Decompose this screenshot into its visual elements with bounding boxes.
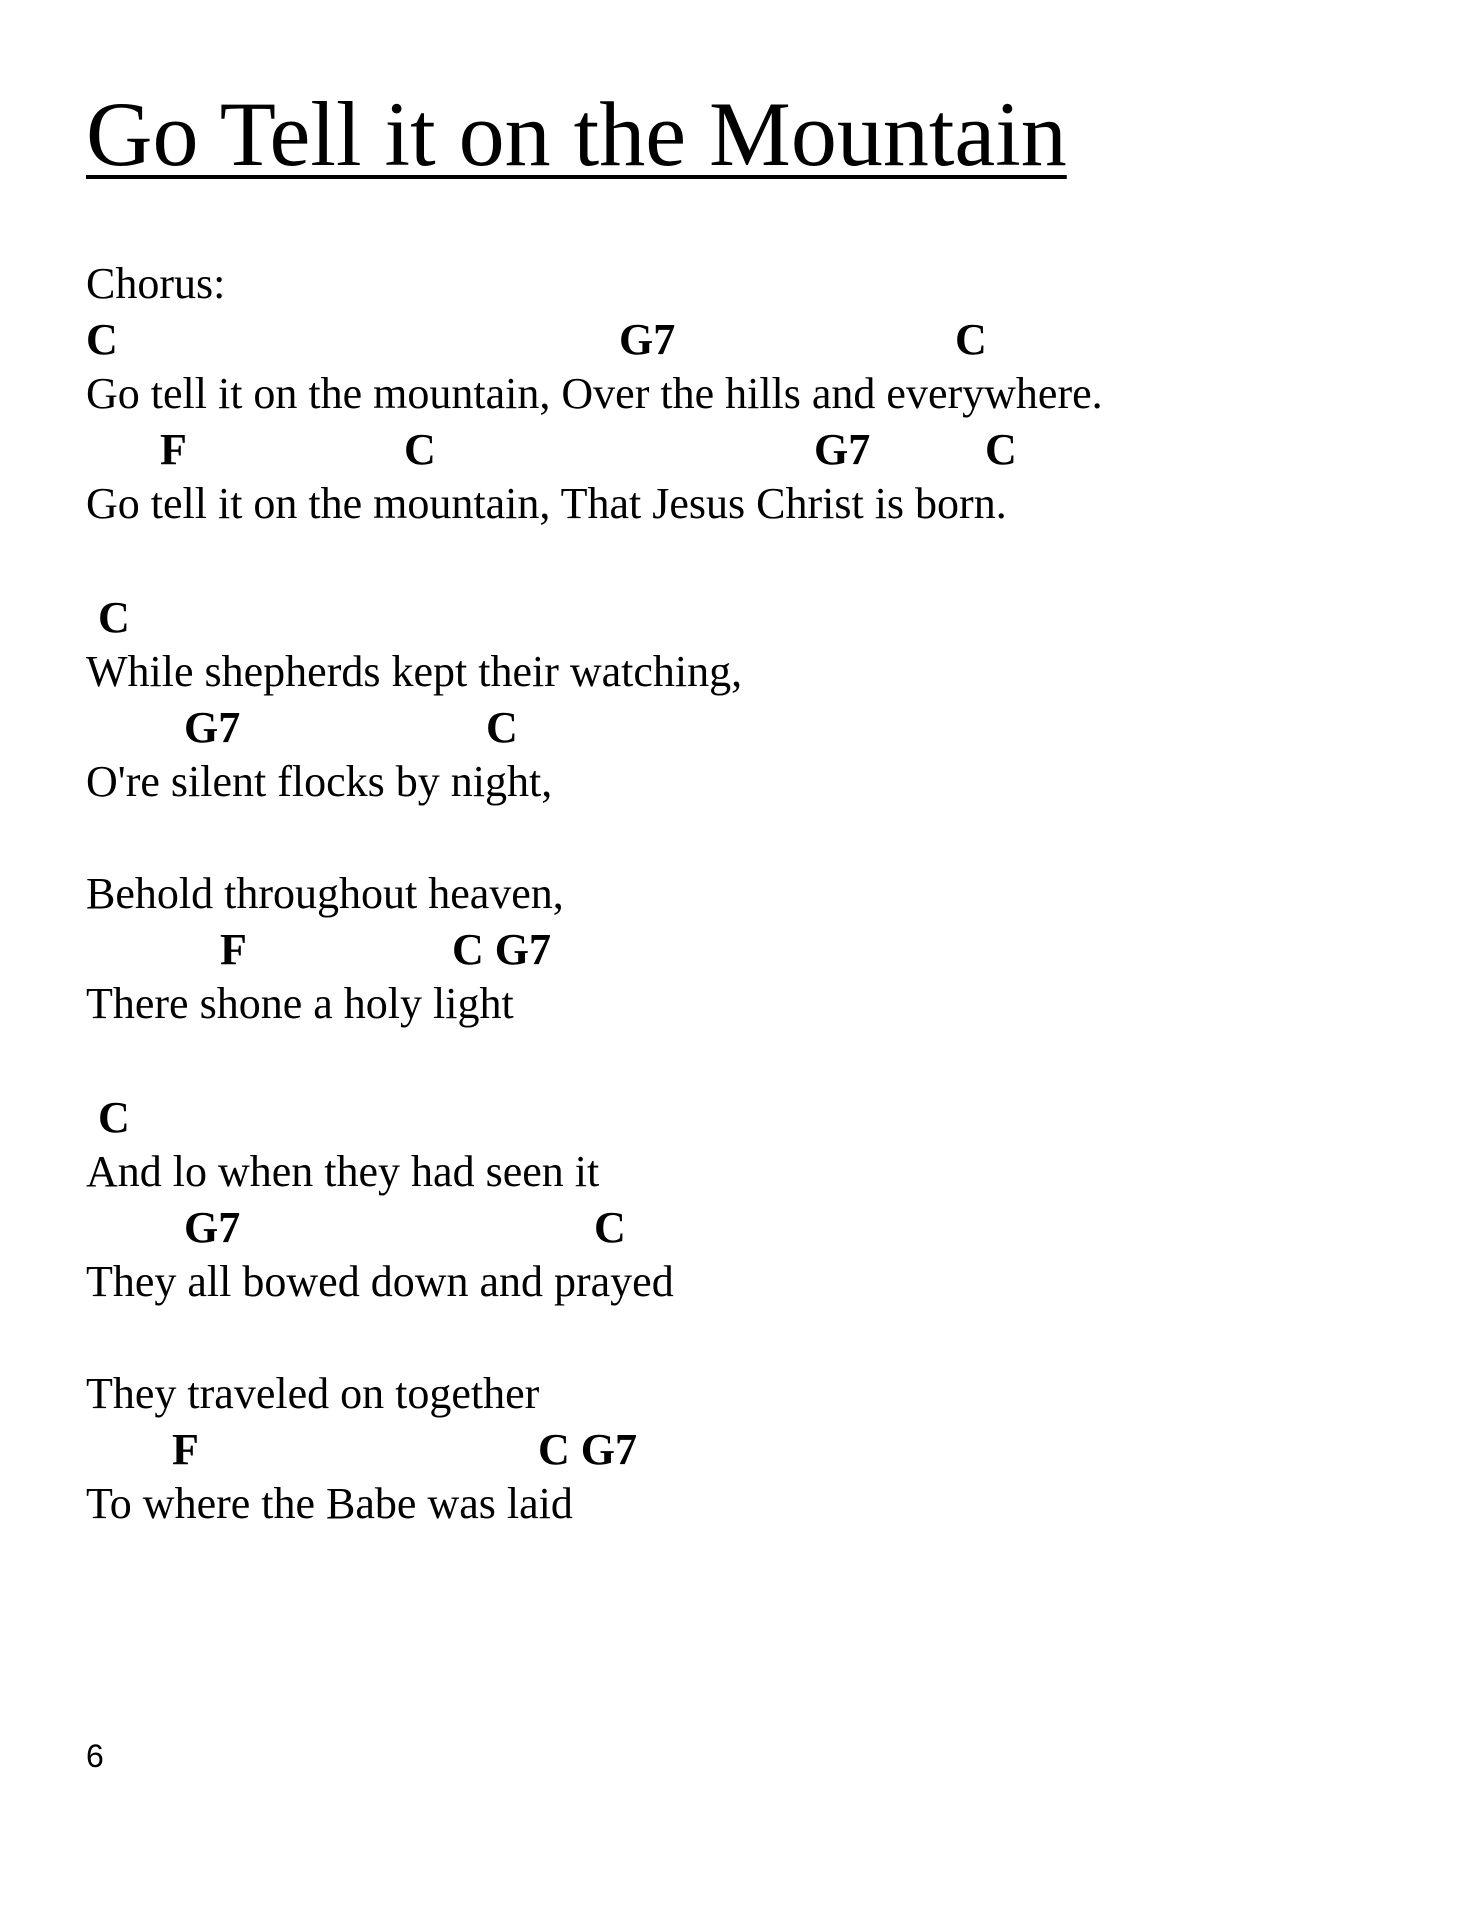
lyric-line: And lo when they had seen it xyxy=(86,1147,600,1196)
lyric-line: While shepherds kept their watching, xyxy=(86,647,743,696)
song-title: Go Tell it on the Mountain xyxy=(86,83,1067,185)
lyric-line: To where the Babe was laid xyxy=(86,1479,573,1528)
chord: C xyxy=(86,315,118,364)
chord: G7 xyxy=(814,425,871,474)
chord: F xyxy=(172,1425,199,1474)
chord: C xyxy=(985,425,1017,474)
chord: C xyxy=(98,593,130,642)
chord: C xyxy=(486,703,518,752)
chord: C xyxy=(594,1203,626,1252)
lyric-line: There shone a holy light xyxy=(86,979,514,1028)
page-number: 6 xyxy=(86,1738,104,1774)
chord: C xyxy=(98,1093,130,1142)
lyric-line: They traveled on together xyxy=(86,1369,540,1418)
lyric-line: They all bowed down and prayed xyxy=(86,1257,674,1306)
chorus-label: Chorus: xyxy=(86,259,226,308)
chord: C G7 xyxy=(452,925,551,974)
chord: G7 xyxy=(184,1203,241,1252)
chord: C xyxy=(955,315,987,364)
chord: G7 xyxy=(619,315,676,364)
chord: C G7 xyxy=(538,1425,637,1474)
lyric-line: Behold throughout heaven, xyxy=(86,869,564,918)
lyric-line: Go tell it on the mountain, That Jesus Christ is born. xyxy=(86,479,1007,528)
lyric-line: O're silent flocks by night, xyxy=(86,757,553,806)
chord: F xyxy=(220,925,247,974)
chord: G7 xyxy=(184,703,241,752)
chord: F xyxy=(160,425,187,474)
lyric-line: Go tell it on the mountain, Over the hills and everywhere. xyxy=(86,369,1103,418)
chord: C xyxy=(404,425,436,474)
